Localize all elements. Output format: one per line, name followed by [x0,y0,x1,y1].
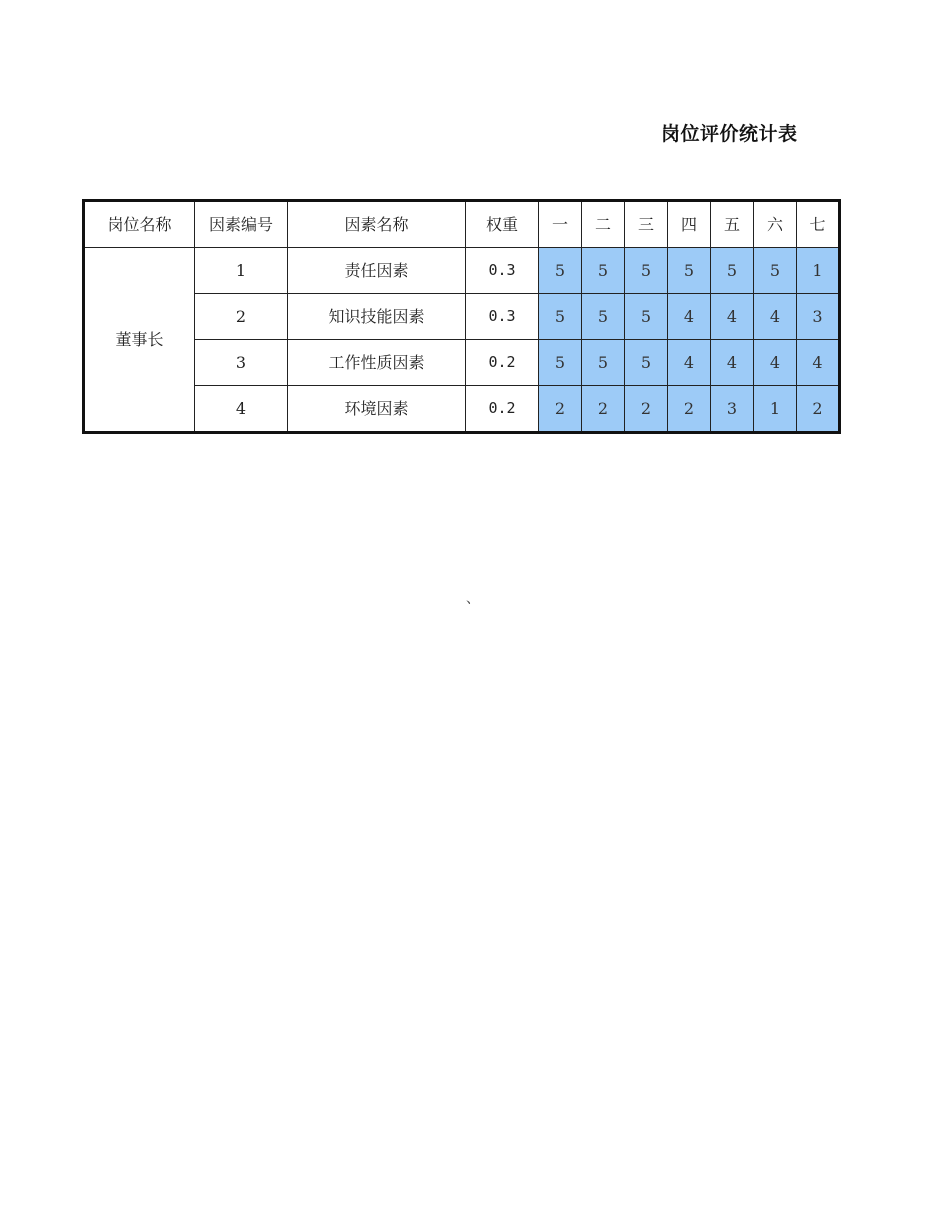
header-cell: 四 [668,201,711,248]
score-cell: 5 [754,248,797,294]
score-cell: 4 [668,294,711,340]
position-name-cell: 董事长 [84,248,195,433]
header-cell: 五 [711,201,754,248]
score-cell: 4 [711,294,754,340]
score-cell: 5 [668,248,711,294]
header-cell: 六 [754,201,797,248]
weight-cell: 0.2 [466,386,539,433]
score-cell: 4 [711,340,754,386]
score-cell: 5 [539,340,582,386]
stray-mark: 、 [466,591,480,607]
header-cell: 因素名称 [288,201,466,248]
table-row [84,248,840,294]
score-cell: 1 [797,248,840,294]
header-cell: 七 [797,201,840,248]
score-cell: 5 [582,340,625,386]
header-cell: 因素编号 [195,201,288,248]
factor-id-cell: 2 [195,294,288,340]
weight-cell: 0.3 [466,294,539,340]
factor-id-cell: 3 [195,340,288,386]
score-cell: 2 [797,386,840,433]
score-cell: 5 [582,294,625,340]
table-row [84,386,840,433]
score-cell: 4 [754,294,797,340]
score-cell: 3 [797,294,840,340]
score-cell: 2 [668,386,711,433]
factor-id-cell: 1 [195,248,288,294]
page-title: 岗位评价统计表 [661,123,798,145]
header-cell: 权重 [466,201,539,248]
score-cell: 5 [539,294,582,340]
score-cell: 5 [582,248,625,294]
header-cell: 二 [582,201,625,248]
header-cell: 岗位名称 [84,201,195,248]
score-cell: 4 [754,340,797,386]
weight-cell: 0.2 [466,340,539,386]
score-cell: 5 [625,340,668,386]
score-cell: 4 [797,340,840,386]
score-cell: 3 [711,386,754,433]
header-cell: 三 [625,201,668,248]
score-cell: 2 [539,386,582,433]
header-row [84,201,840,248]
factor-name-cell: 责任因素 [288,248,466,294]
score-cell: 2 [625,386,668,433]
table-row [84,340,840,386]
factor-name-cell: 知识技能因素 [288,294,466,340]
score-cell: 5 [625,248,668,294]
header-cell: 一 [539,201,582,248]
score-cell: 5 [625,294,668,340]
score-cell: 5 [711,248,754,294]
table-row [84,294,840,340]
evaluation-table [82,199,841,434]
factor-name-cell: 工作性质因素 [288,340,466,386]
score-cell: 2 [582,386,625,433]
score-cell: 5 [539,248,582,294]
score-cell: 1 [754,386,797,433]
factor-id-cell: 4 [195,386,288,433]
factor-name-cell: 环境因素 [288,386,466,433]
weight-cell: 0.3 [466,248,539,294]
score-cell: 4 [668,340,711,386]
